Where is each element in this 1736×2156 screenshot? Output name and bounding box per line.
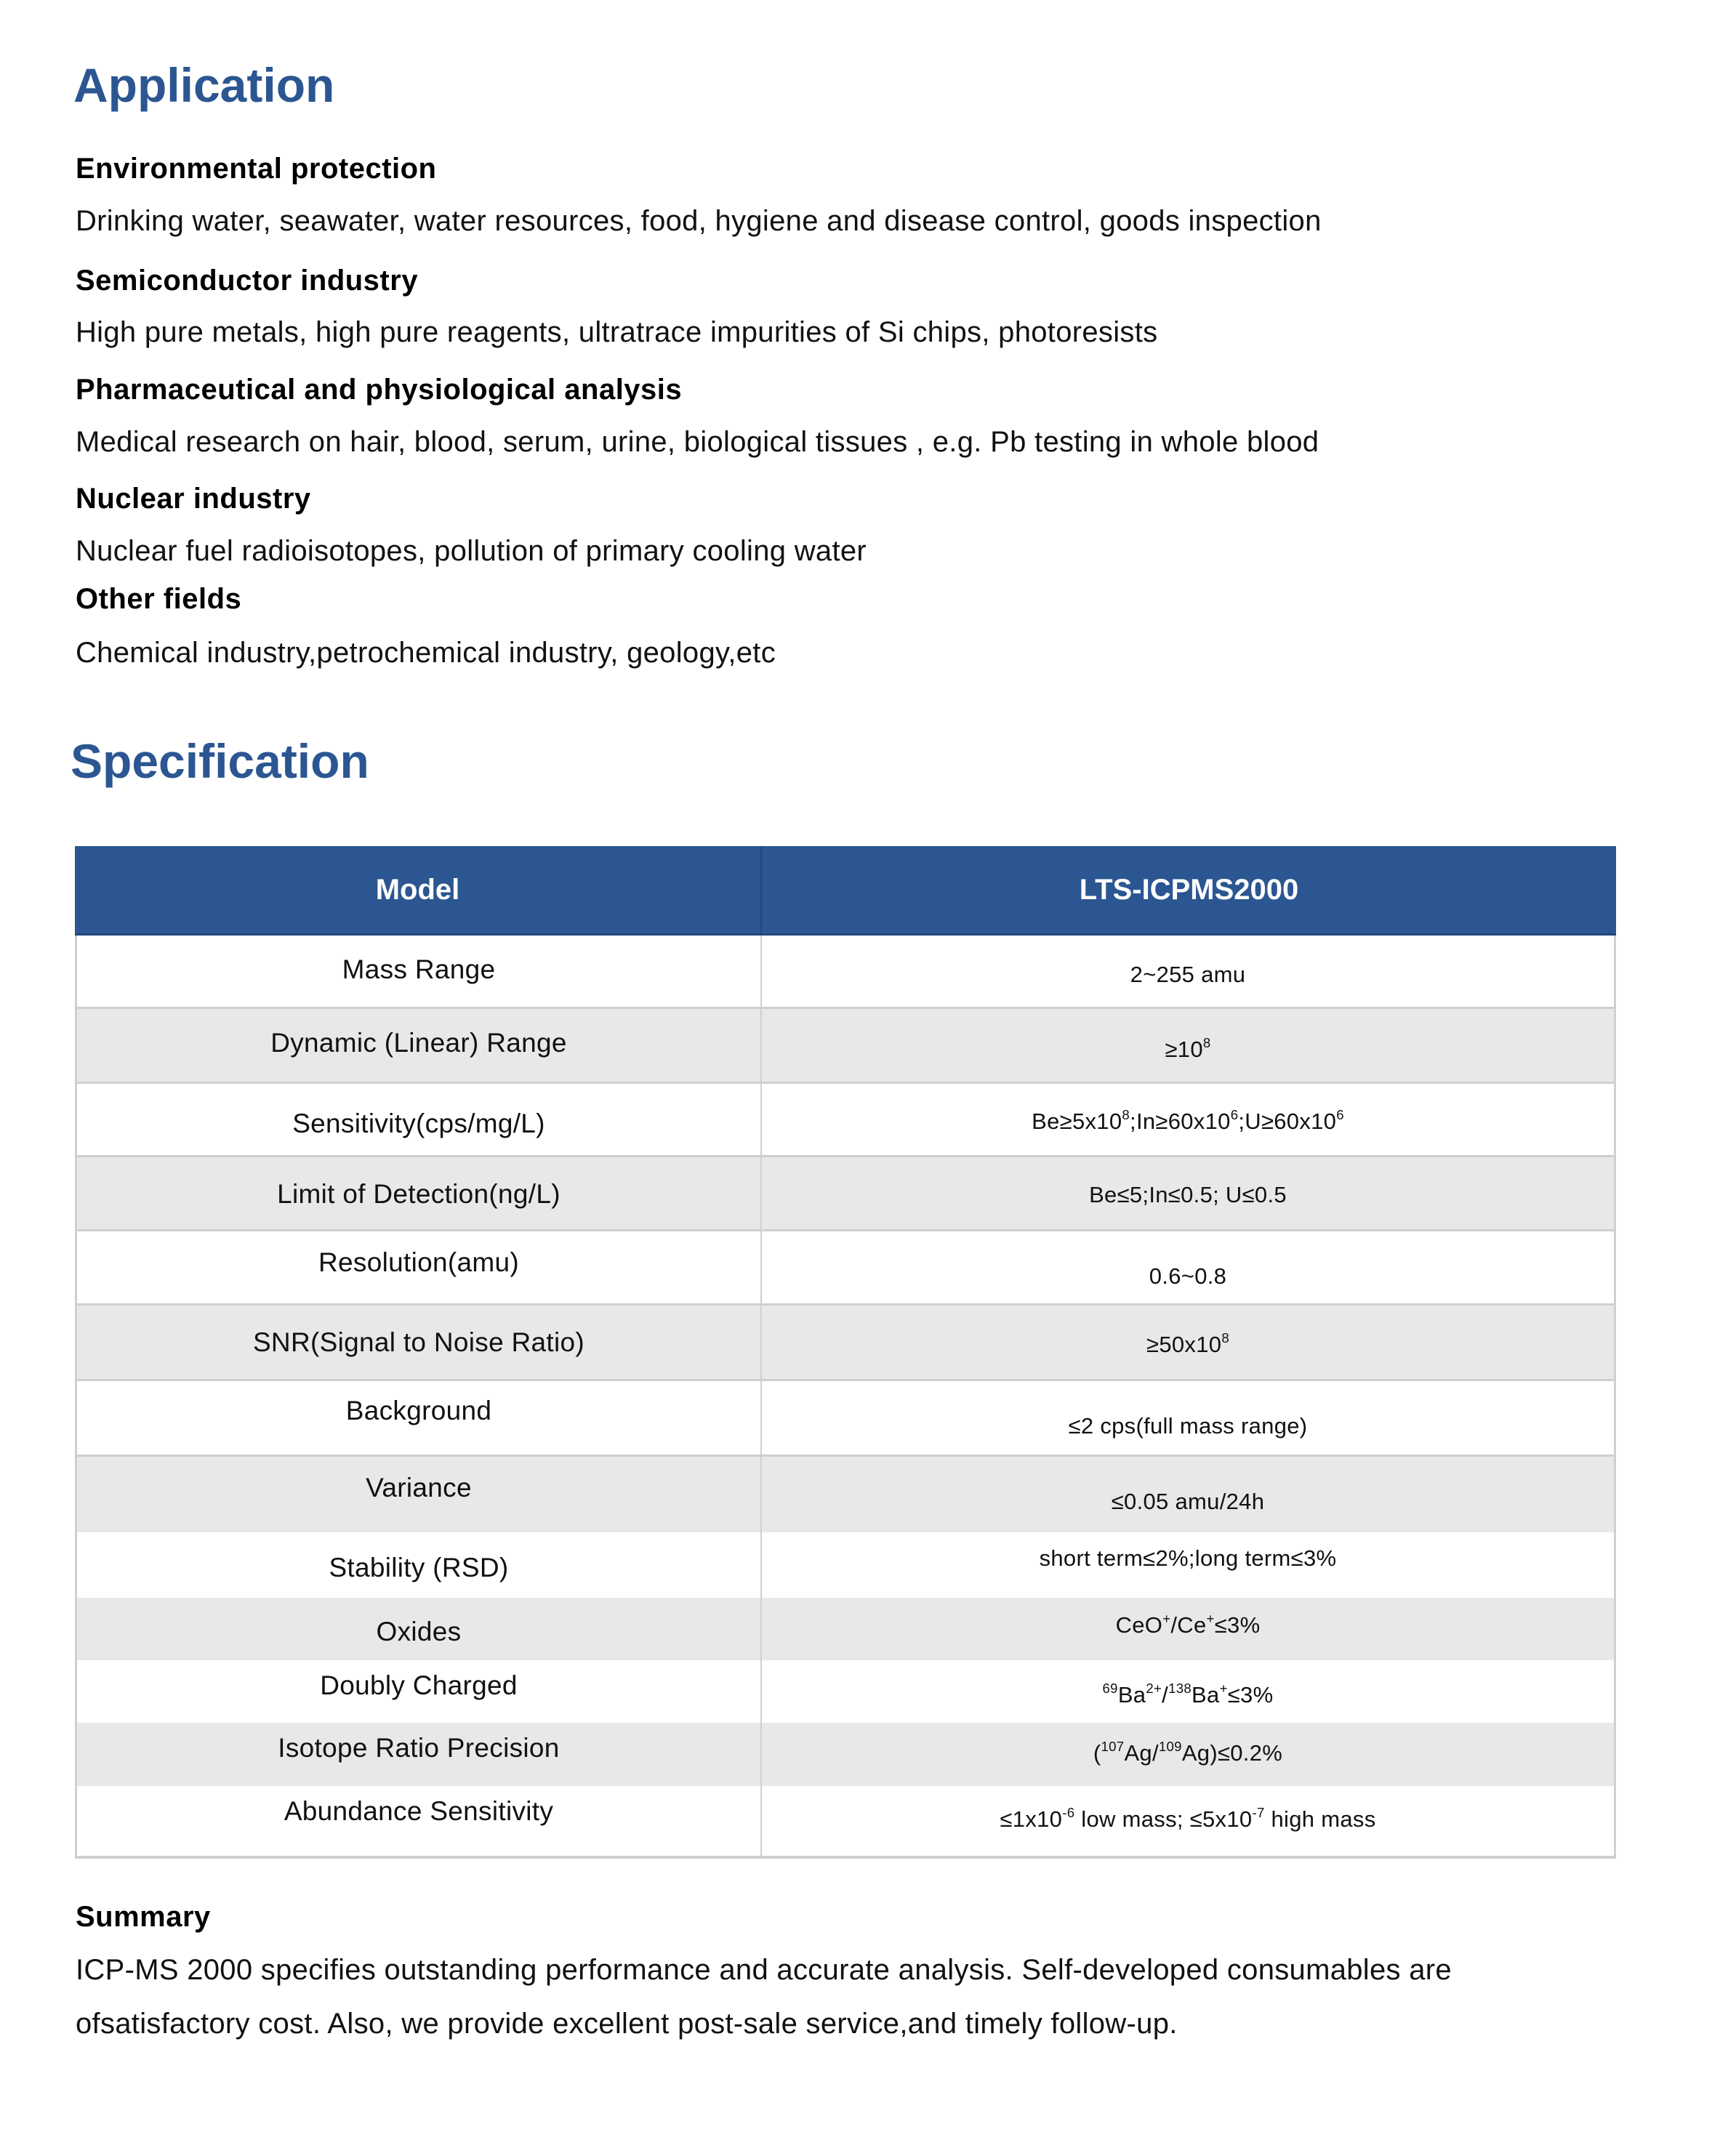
spec-row xyxy=(77,1532,1614,1598)
spec-row xyxy=(77,1084,1614,1157)
spec-value xyxy=(762,1532,1614,1598)
spec-table xyxy=(75,846,1616,1859)
spec-label: Mass Range xyxy=(77,936,762,1007)
summary-line-2: ofsatisfactory cost. Also, we provide excellent post-sale service,and timely follow-up. xyxy=(76,2008,1178,2040)
spec-label: Oxides xyxy=(77,1598,762,1660)
header-model-name: LTS-ICPMS2000 xyxy=(1079,873,1299,906)
app-text-nuclear: Nuclear fuel radioisotopes, pollution of primary cooling water xyxy=(76,535,867,567)
spec-value xyxy=(762,1009,1614,1082)
spec-value-text: $\ge 50x10^8$ xyxy=(1146,1330,1229,1357)
spec-label: Dynamic (Linear) Range xyxy=(77,1009,762,1082)
app-heading-nuclear: Nuclear industry xyxy=(76,483,311,515)
spec-value-text: $\le 1x10^{-6}$ low mass; $\le 5x10^{-7}$ high mass xyxy=(1000,1804,1376,1832)
app-heading-other: Other fields xyxy=(76,583,242,615)
spec-value xyxy=(762,1157,1614,1229)
app-text-semiconductor: High pure metals, high pure reagents, ultratrace impurities of Si chips, photoresists xyxy=(76,316,1158,348)
spec-row xyxy=(77,1157,1614,1231)
spec-label: Variance xyxy=(77,1457,762,1532)
spec-value xyxy=(762,1723,1614,1786)
spec-label: Background xyxy=(77,1381,762,1455)
summary-line-1: ICP-MS 2000 specifies outstanding performance and accurate analysis. Self-developed consumables are xyxy=(76,1954,1452,1986)
spec-value-text: ($^{107}$Ag/$^{109}$Ag)≤0.2% xyxy=(1093,1738,1283,1766)
spec-value-text: CeO+/Ce+≤3% xyxy=(1115,1610,1261,1638)
spec-value xyxy=(762,936,1614,1007)
spec-value-text: ≤0.05 amu/24h xyxy=(1111,1489,1265,1514)
spec-value-text: Be≤5;In≤0.5; U≤0.5 xyxy=(1089,1182,1287,1207)
spec-row xyxy=(77,1660,1614,1723)
spec-row xyxy=(77,1786,1614,1856)
header-model: Model xyxy=(75,846,762,933)
spec-value xyxy=(762,1786,1614,1856)
spec-label: Abundance Sensitivity xyxy=(77,1786,762,1856)
app-heading-semiconductor: Semiconductor industry xyxy=(76,265,419,297)
app-text-other: Chemical industry,petrochemical industry, geology,etc xyxy=(76,637,776,669)
specification-title: Specification xyxy=(71,734,369,788)
spec-value xyxy=(762,1457,1614,1532)
spec-label: Resolution(amu) xyxy=(77,1231,762,1303)
spec-value xyxy=(762,1381,1614,1455)
spec-value-text: ≤2 cps(full mass range) xyxy=(1068,1413,1308,1439)
spec-value xyxy=(762,1231,1614,1303)
spec-value-text: $Be\ge 5x10^8;In\ge 60x10^6;U\ge 60x10^6$ xyxy=(1032,1106,1344,1134)
spec-value-text: $^{69}Ba^{2+}/^{138}Ba^+\le 3\%$ xyxy=(1102,1680,1274,1707)
spec-value xyxy=(762,1660,1614,1723)
spec-label: Sensitivity(cps/mg/L) xyxy=(77,1084,762,1155)
spec-row xyxy=(77,1231,1614,1306)
spec-value xyxy=(762,1598,1614,1660)
spec-label: Stability (RSD) xyxy=(77,1532,762,1598)
spec-table-header xyxy=(75,846,1616,936)
spec-row xyxy=(77,1306,1614,1381)
spec-row xyxy=(77,1723,1614,1786)
spec-row xyxy=(77,1381,1614,1457)
spec-value-text: $\ge 10^8$ xyxy=(1165,1034,1211,1062)
app-text-environmental: Drinking water, seawater, water resources, food, hygiene and disease control, goods inspection xyxy=(76,205,1322,237)
spec-value xyxy=(762,1306,1614,1379)
app-text-pharmaceutical: Medical research on hair, blood, serum, urine, biological tissues , e.g. Pb testing in whole blood xyxy=(76,426,1319,458)
spec-row xyxy=(77,1598,1614,1660)
spec-value xyxy=(762,1084,1614,1155)
application-title: Application xyxy=(73,58,335,112)
spec-label: SNR(Signal to Noise Ratio) xyxy=(77,1306,762,1379)
spec-value-text: 2~255 amu xyxy=(1130,962,1246,987)
spec-label: Isotope Ratio Precision xyxy=(77,1723,762,1786)
spec-value-text: short term≤2%;long term≤3% xyxy=(1039,1545,1337,1571)
spec-row xyxy=(77,1457,1614,1532)
summary-heading: Summary xyxy=(76,1901,211,1933)
spec-value-text: 0.6~0.8 xyxy=(1149,1263,1227,1289)
app-heading-environmental: Environmental protection xyxy=(76,153,437,185)
spec-row xyxy=(77,936,1614,1009)
spec-label: Doubly Charged xyxy=(77,1660,762,1723)
spec-label: Limit of Detection(ng/L) xyxy=(77,1157,762,1229)
spec-row xyxy=(77,1009,1614,1084)
app-heading-pharmaceutical: Pharmaceutical and physiological analysis xyxy=(76,374,683,406)
spec-table-body xyxy=(75,936,1616,1859)
